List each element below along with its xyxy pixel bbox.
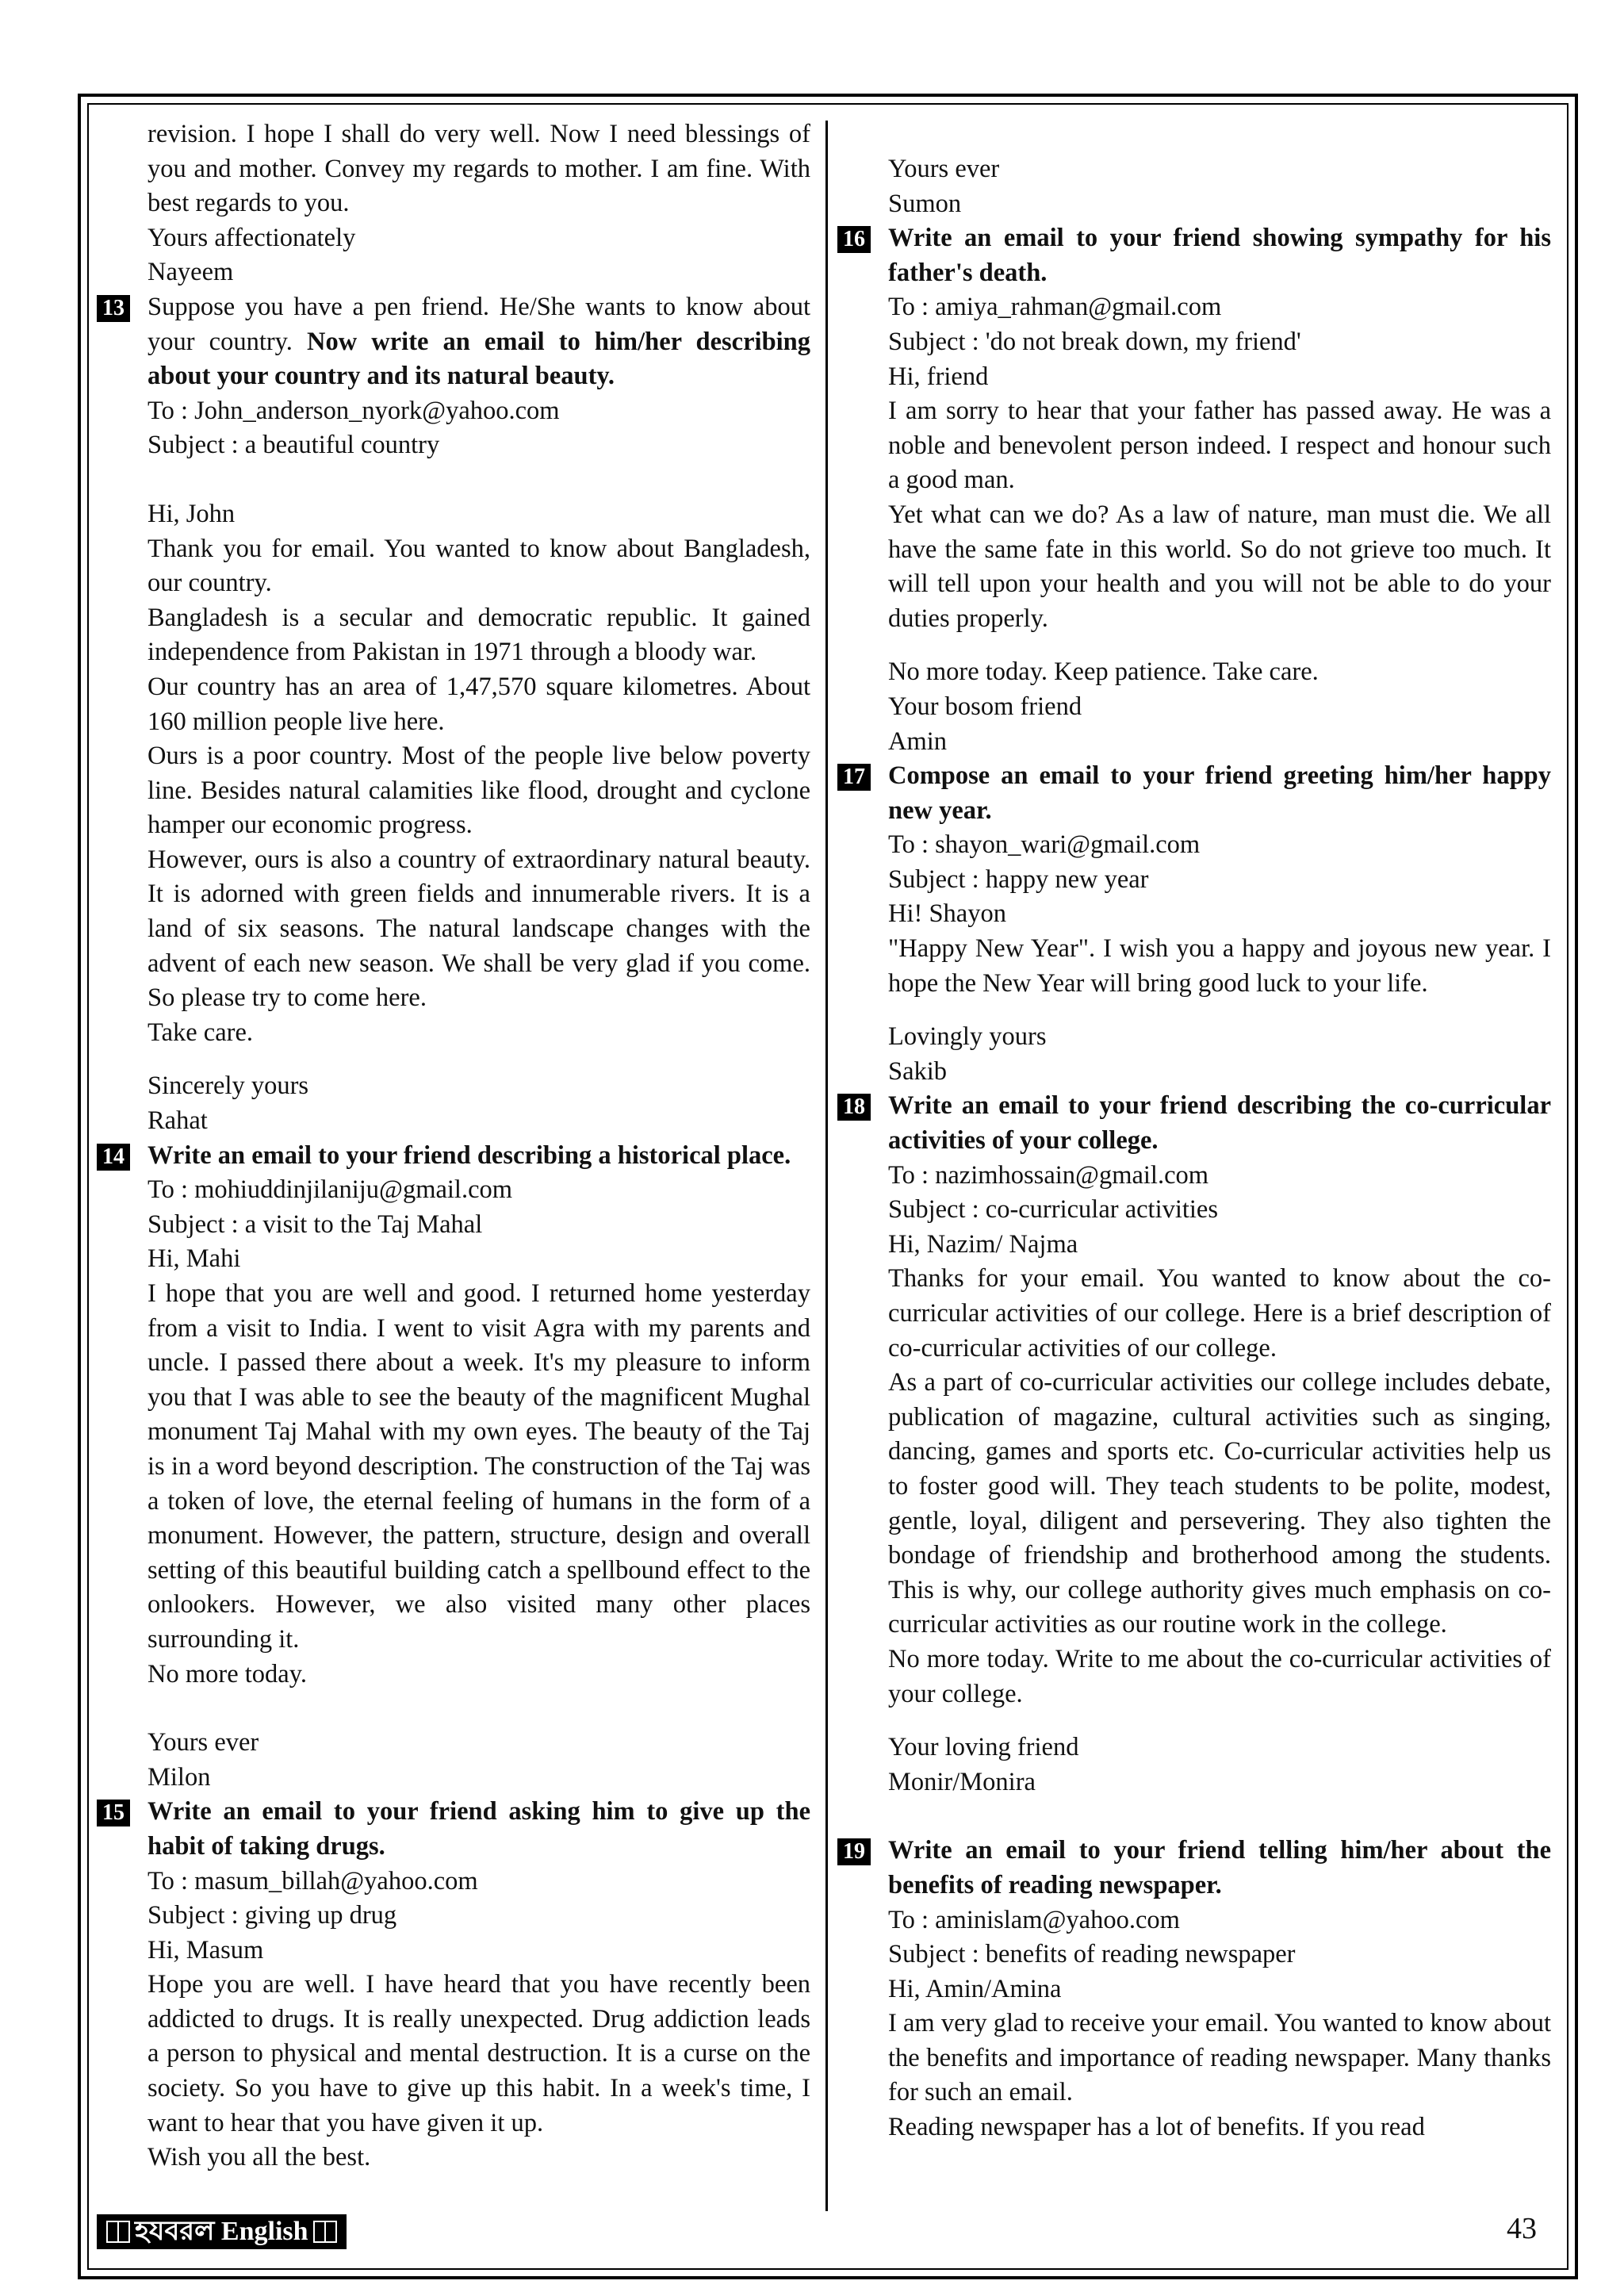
body-paragraph: Thank you for email. You wanted to know about Bangladesh, our country. <box>147 534 810 598</box>
body-paragraph: Thanks for your email. You wanted to know about the co-curricular activities of our college. Here is a brief description of co-curricular activities of our college. <box>888 1264 1551 1363</box>
body-paragraph: I hope that you are well and good. I returned home yesterday from a visit to India. I went to visit Agra with my parents and uncle. I passed there about a week. It's my pleasure to inform you that I was able to see the beauty of the magnificent Mughal monument Taj Mahal with my own eyes. The beauty of the Taj is in a word beyond description. The construction of the Taj was a token of love, the eternal feeling of humans in the form of a monument. However, the pattern, structure, design and overall setting of this beautiful building catch a spellbound effect to the onlookers. However, we also visited many other places surrounding it. <box>147 1279 810 1654</box>
email-greeting: Hi, Nazim/ Najma <box>888 1229 1078 1259</box>
signature: Sakib <box>888 1056 948 1086</box>
body-paragraph: Our country has an area of 1,47,570 square kilometres. About 160 million people live here. <box>147 672 810 736</box>
email-subject: Subject : a beautiful country <box>147 431 440 460</box>
email-greeting: Hi, friend <box>888 362 989 391</box>
body-paragraph: Yet what can we do? As a law of nature, man must die. We all have the same fate in this world. So do not grieve too much. It will tell upon your health and you will not be able to do your duties properly. <box>888 500 1551 633</box>
body-paragraph: Ours is a poor country. Most of the people live below poverty line. Besides natural calamities like flood, drought and cyclone hamper our economic progress. <box>147 742 810 840</box>
left-column <box>102 117 810 2175</box>
closing-line: Your bosom friend <box>888 692 1082 721</box>
body-paragraph: I am very glad to receive your email. You wanted to know about the benefits and importance of reading newspaper. Many thanks for such an email. <box>888 2009 1551 2107</box>
closing-line: Sincerely yours <box>147 1071 309 1101</box>
question-number: 18 <box>837 1094 871 1121</box>
question-19 <box>843 1834 1551 1903</box>
question-text: Compose an email to your friend greeting him/her happy new year. <box>888 761 1551 825</box>
body-paragraph: "Happy New Year". I wish you a happy and joyous new year. I hope the New Year will bring good luck to your life. <box>888 934 1551 998</box>
closing-line: Your loving friend <box>888 1733 1079 1762</box>
signature: Milon <box>147 1762 211 1792</box>
book-title-badge <box>97 2214 347 2249</box>
page-number: 43 <box>1507 2212 1537 2245</box>
body-paragraph: However, ours is also a country of extraordinary natural beauty. It is adorned with green fields and innumerable rivers. It is a land of six seasons. The natural landscape changes with the advent of each new season. We shall be very glad if you come. So please try to come here. <box>147 845 810 1013</box>
question-13 <box>102 290 810 394</box>
email-subject: Subject : co-curricular activities <box>888 1195 1219 1225</box>
right-column <box>843 152 1551 2145</box>
question-number: 14 <box>97 1144 130 1171</box>
signature: Rahat <box>147 1106 208 1136</box>
closing-line: No more today. Keep patience. Take care. <box>888 657 1319 687</box>
email-to: To : shayon_wari@gmail.com <box>888 830 1201 860</box>
book-icon <box>313 2221 337 2243</box>
email-to: To : nazimhossain@gmail.com <box>888 1160 1209 1190</box>
email-to: To : aminislam@yahoo.com <box>888 1905 1180 1934</box>
question-text <box>147 290 810 394</box>
body-paragraph: Wish you all the best. <box>147 2143 371 2172</box>
book-title: হযবরল English <box>135 2217 308 2246</box>
question-text: Write an email to your friend describing the co-curricular activities of your college. <box>888 1091 1551 1156</box>
question-pre: Suppose you have a pen friend. He/She wants to know about your country. <box>147 292 810 356</box>
email-greeting: Hi, Mahi <box>147 1244 241 1274</box>
email-greeting: Hi! Shayon <box>888 899 1006 929</box>
body-paragraph: No more today. <box>147 1659 307 1688</box>
question-number: 13 <box>97 295 130 322</box>
signature: Nayeem <box>147 258 234 287</box>
question-14 <box>102 1139 810 1174</box>
email-to: To : John_anderson_nyork@yahoo.com <box>147 396 560 425</box>
email-greeting: Hi, Masum <box>147 1935 264 1964</box>
closing-line: Lovingly yours <box>888 1022 1047 1052</box>
body-paragraph: No more today. Write to me about the co-curricular activities of your college. <box>888 1644 1551 1708</box>
question-number: 19 <box>837 1838 871 1865</box>
email-to: To : amiya_rahman@gmail.com <box>888 293 1222 322</box>
question-text: Write an email to your friend telling him/her about the benefits of reading newspaper. <box>888 1836 1551 1899</box>
continuation-paragraph: revision. I hope I shall do very well. Now I need blessings of you and mother. Convey my regards to mother. I am fine. With best regards to you. <box>147 120 810 218</box>
question-number: 16 <box>837 226 871 253</box>
question-bold: Now write an email to him/her describing about your country and its natural beauty. <box>147 327 810 391</box>
body-paragraph: I am sorry to hear that your father has passed away. He was a noble and benevolent person indeed. I respect and honour such a good man. <box>888 397 1551 495</box>
body-paragraph: As a part of co-curricular activities our college includes debate, publication of magazine, cultural activities such as singing, dancing, games and sports etc. Co-curricular activities help us to foster good will. They teach students to be polite, modest, gentle, loyal, diligent and persevering. They also tighten the bondage of friendship and brotherhood among the students. This is why, our college authority gives much emphasis on co-curricular activities as our routine work in the college. <box>888 1368 1551 1639</box>
email-subject: Subject : benefits of reading newspaper <box>888 1940 1296 1969</box>
question-18 <box>843 1089 1551 1158</box>
email-subject: Subject : a visit to the Taj Mahal <box>147 1209 483 1239</box>
email-to: To : mohiuddinjilaniju@gmail.com <box>147 1175 513 1205</box>
question-17 <box>843 759 1551 828</box>
question-15 <box>102 1795 810 1864</box>
question-text: Write an email to your friend showing sympathy for his father's death. <box>888 224 1551 287</box>
question-text: Write an email to your friend describing a historical place. <box>147 1140 791 1170</box>
email-subject: Subject : 'do not break down, my friend' <box>888 327 1301 356</box>
email-to: To : masum_billah@yahoo.com <box>147 1866 478 1895</box>
question-number: 17 <box>837 764 871 791</box>
email-subject: Subject : happy new year <box>888 864 1149 894</box>
signature: Amin <box>888 726 948 756</box>
email-subject: Subject : giving up drug <box>147 1901 397 1930</box>
question-number: 15 <box>97 1800 130 1826</box>
body-paragraph: Reading newspaper has a lot of benefits. If you read <box>888 2113 1425 2142</box>
signature: Sumon <box>888 189 962 218</box>
question-16 <box>843 221 1551 290</box>
book-icon <box>106 2221 130 2243</box>
closing-line: Yours ever <box>147 1728 259 1757</box>
body-paragraph: Take care. <box>147 1018 254 1047</box>
body-paragraph: Hope you are well. I have heard that you have recently been addicted to drugs. It is really unexpected. Drug addiction leads a person to physical and mental destruction. It is a curse on the society. So you have to give up this habit. In a week's time, I want to hear that you have given it up. <box>147 1970 810 2137</box>
email-greeting: Hi, John <box>147 499 236 528</box>
email-greeting: Hi, Amin/Amina <box>888 1974 1062 2003</box>
body-paragraph: Bangladesh is a secular and democratic republic. It gained independence from Pakistan in 1971 through a bloody war. <box>147 603 810 667</box>
closing-line: Yours affectionately <box>147 223 356 252</box>
closing-line: Yours ever <box>888 155 1000 183</box>
column-divider <box>825 121 828 2211</box>
signature: Monir/Monira <box>888 1767 1036 1796</box>
question-text: Write an email to your friend asking him to give up the habit of taking drugs. <box>147 1797 810 1861</box>
